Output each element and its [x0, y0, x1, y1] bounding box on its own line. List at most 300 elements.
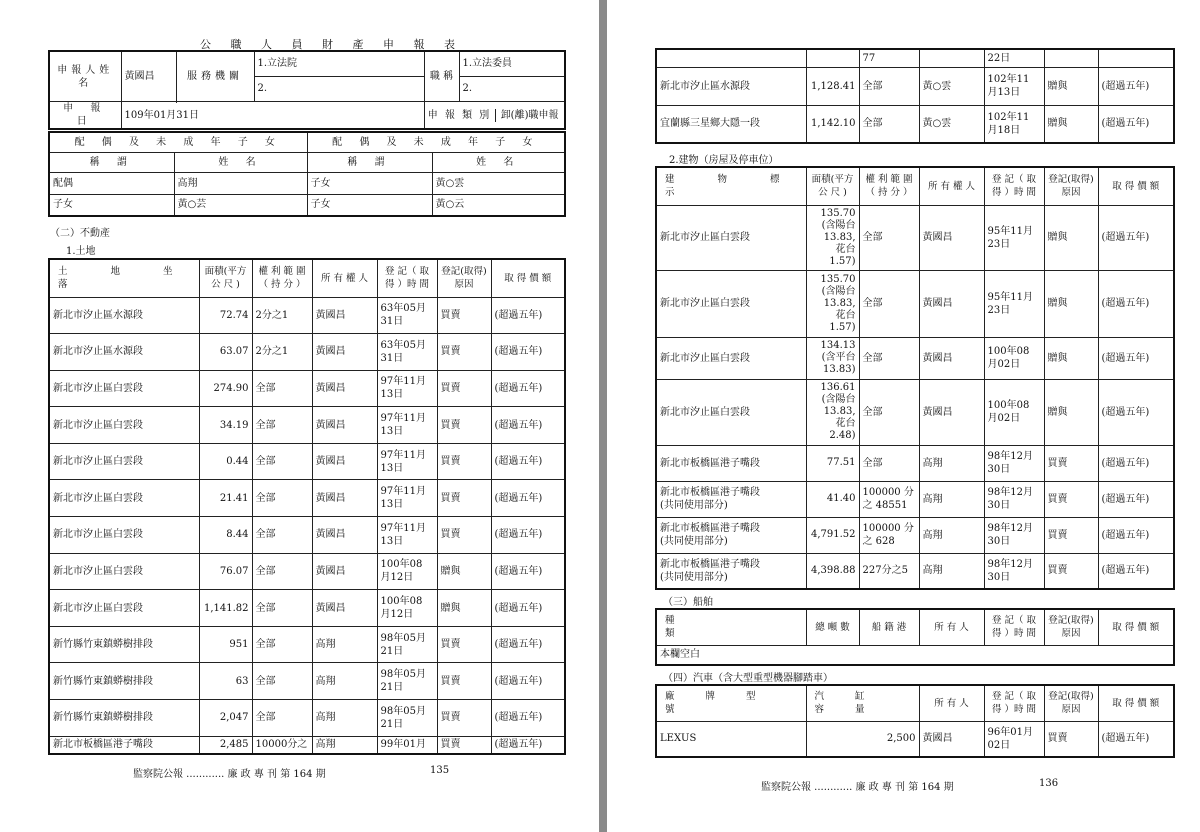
building-location: [656, 379, 806, 445]
land-location: 新北市板橋區港子嘴段: [49, 736, 199, 754]
ship-header-owner: 所 有 人: [919, 609, 984, 645]
reg-time-line: 97年11月: [380, 522, 426, 534]
land-row: [49, 553, 565, 590]
building-reason: 買賣: [1044, 553, 1098, 589]
building-area: [806, 205, 859, 270]
family-heading-right: 配 偶 及 未 成 年 子 女: [307, 132, 565, 152]
bld-header-area: 面積(平方公 尺 ): [806, 167, 859, 205]
reg-time-line: 02日: [987, 739, 1011, 751]
car-header-cc: 汽 缸 容 量: [806, 685, 919, 721]
land-owner: 黃國昌: [312, 553, 377, 590]
family-name: 黃○雲: [432, 172, 565, 194]
building-price: (超過五年): [1098, 553, 1174, 589]
cont-loc: [656, 49, 806, 67]
reg-time-cell: [984, 721, 1044, 757]
building-rights: 全部: [859, 445, 919, 481]
reg-time-line: 30日: [987, 536, 1011, 547]
land-price: (超過五年): [1098, 67, 1174, 105]
ship-header-tonnage: 總 噸 數: [806, 609, 859, 645]
land-area: 951: [199, 626, 252, 663]
building-location-line: 新北市汐止區白雲段: [660, 232, 750, 243]
section-realestate: （二）不動產: [50, 228, 110, 239]
land-price: (超過五年): [491, 553, 565, 590]
land-location: 新北市汐止區白雲段: [49, 370, 199, 407]
building-area-line: 花台: [835, 243, 856, 255]
reg-time-line: 13日: [380, 499, 404, 511]
reg-time-line: 21日: [380, 645, 404, 657]
building-area: [806, 270, 859, 337]
reg-time-cell: [377, 370, 437, 407]
land-rights: 全部: [859, 105, 919, 143]
land-owner: 高翔: [312, 626, 377, 663]
building-area-line: 135.70: [820, 273, 856, 285]
reg-time-line: 31日: [380, 316, 404, 328]
family-col-title-2: 稱 謂: [307, 152, 432, 172]
land-row: [656, 105, 1174, 143]
land-location: 新北市汐止區白雲段: [49, 553, 199, 590]
building-price: (超過五年): [1098, 379, 1174, 445]
reg-time-line: 100年08: [380, 596, 423, 608]
land-owner: 黃國昌: [312, 370, 377, 407]
car-owner: 黃國昌: [919, 721, 984, 757]
reg-time-line: 98年12月: [987, 487, 1033, 498]
ship-header-reason: 登記(取得)原因: [1044, 609, 1098, 645]
ship-header-port: 船 籍 港: [859, 609, 919, 645]
building-location-line: 新北市板橋區港子嘴段: [660, 487, 760, 498]
building-reason: 贈與: [1044, 379, 1098, 445]
land-owner: 高翔: [312, 736, 377, 754]
land-rights: 全部: [252, 407, 312, 444]
land-header-rights: 權 利 範 圍（ 持 分 ）: [252, 259, 312, 297]
building-rights: 227分之5: [859, 553, 919, 589]
building-owner: 高翔: [919, 445, 984, 481]
land-reason: 買賣: [437, 297, 491, 334]
family-table: [48, 131, 566, 217]
building-location-line: 新北市板橋區港子嘴段: [660, 523, 760, 534]
land-reason: 買賣: [437, 334, 491, 371]
car-table: [655, 684, 1175, 758]
land-price: (超過五年): [491, 626, 565, 663]
land-row: [49, 626, 565, 663]
building-price: (超過五年): [1098, 445, 1174, 481]
building-owner: 高翔: [919, 481, 984, 517]
land-owner: 黃國昌: [312, 297, 377, 334]
reg-time-line: 98年12月: [987, 523, 1033, 534]
reg-time-cell: [984, 379, 1044, 445]
land-owner: 黃國昌: [312, 443, 377, 480]
building-owner: 黃國昌: [919, 270, 984, 337]
reg-time-line: 13日: [380, 462, 404, 474]
page-number: 136: [1039, 778, 1059, 789]
building-area-line: 4,791.52: [810, 529, 856, 540]
land-price: (超過五年): [491, 443, 565, 480]
bld-header-price: 取 得 價 額: [1098, 167, 1174, 205]
land-rights: 全部: [252, 517, 312, 554]
building-location-line: 新北市板橋區港子嘴段: [660, 558, 760, 570]
reg-time-line: 30日: [987, 464, 1011, 475]
family-col-title: 稱 謂: [49, 152, 174, 172]
land-reason: 買賣: [437, 663, 491, 700]
reg-time-line: 30日: [987, 500, 1011, 511]
reg-time-line: 102年11: [987, 111, 1030, 123]
building-location: [656, 445, 806, 481]
building-area-line: (含陽台: [821, 219, 856, 231]
land-rights: 全部: [252, 700, 312, 737]
ship-header-kind: 種 類: [656, 609, 806, 645]
land-location: 新北市汐止區白雲段: [49, 480, 199, 517]
building-area-line: 13.83,: [823, 231, 856, 243]
footer-publication: 監察院公報 ............ 廉 政 專 刊 第 164 期: [761, 782, 954, 793]
date-label: 申 報 日: [49, 102, 121, 130]
reg-time-line: 97年11月: [380, 413, 426, 425]
building-location: [656, 337, 806, 379]
building-location: [656, 205, 806, 270]
building-row: [656, 553, 1174, 589]
building-area: [806, 517, 859, 553]
land-reason: 買賣: [437, 700, 491, 737]
building-rights: 全部: [859, 337, 919, 379]
job-title-label: 職 稱: [424, 51, 459, 102]
land-price: (超過五年): [1098, 105, 1174, 143]
land-reason: 買賣: [437, 370, 491, 407]
reg-time-cell: [377, 407, 437, 444]
reg-time-cell: [377, 480, 437, 517]
building-area-line: (含平台: [821, 352, 856, 363]
land-price: (超過五年): [491, 297, 565, 334]
land-owner: 黃○雲: [919, 105, 984, 143]
reg-time-line: 21日: [380, 718, 404, 730]
land-row: [49, 297, 565, 334]
land-owner: 高翔: [312, 700, 377, 737]
building-area-line: 13.83,: [823, 406, 856, 417]
reg-time-cell: [984, 445, 1044, 481]
land-price: (超過五年): [491, 736, 565, 754]
page-number: 135: [430, 765, 450, 776]
land-reason: 買賣: [437, 443, 491, 480]
building-location-note: (共同使用部分): [660, 571, 728, 583]
reg-time-line: 月02日: [987, 359, 1021, 370]
reg-time-cell: [377, 553, 437, 590]
land-header-location: 土 地 坐 落: [49, 259, 199, 297]
building-location-line: 新北市板橋區港子嘴段: [660, 457, 760, 469]
family-col-name: 姓 名: [174, 152, 307, 172]
building-area-line: 13.83): [822, 364, 856, 375]
building-reason: 贈與: [1044, 337, 1098, 379]
reg-time-line: 95年11月: [987, 291, 1033, 303]
car-brand: LEXUS: [656, 721, 806, 757]
land-owner: 高翔: [312, 663, 377, 700]
section-land: 1.土地: [66, 246, 96, 257]
building-price: (超過五年): [1098, 517, 1174, 553]
building-area: [806, 553, 859, 589]
cont-time: 22日: [984, 49, 1044, 67]
ship-header-price: 取 得 價 額: [1098, 609, 1174, 645]
land-rights: 全部: [252, 663, 312, 700]
land-rights: 全部: [252, 443, 312, 480]
reg-time-line: 31日: [380, 352, 404, 364]
car-header-reason: 登記(取得)原因: [1044, 685, 1098, 721]
land-rights: 全部: [859, 67, 919, 105]
land-reason: 買賣: [437, 626, 491, 663]
building-area: [806, 481, 859, 517]
land-owner: 黃國昌: [312, 590, 377, 627]
ship-table: [655, 608, 1175, 666]
car-reason: 買賣: [1044, 721, 1098, 757]
land-row: [49, 407, 565, 444]
land-area: 2,047: [199, 700, 252, 737]
building-location-line: 新北市汐止區白雲段: [660, 352, 750, 364]
building-reason: 贈與: [1044, 205, 1098, 270]
land-area: 274.90: [199, 370, 252, 407]
building-price: (超過五年): [1098, 337, 1174, 379]
building-row: [656, 337, 1174, 379]
type-value: 卸(離)職申報: [500, 109, 559, 121]
land-price: (超過五年): [491, 407, 565, 444]
reg-time-cell: [377, 443, 437, 480]
land-row: [49, 590, 565, 627]
land-location: 新北市汐止區白雲段: [49, 590, 199, 627]
land-area: 21.41: [199, 480, 252, 517]
building-area-line: 135.70: [820, 207, 856, 219]
building-area-line: 134.13: [820, 340, 856, 351]
building-area-line: 77.51: [826, 457, 856, 468]
job-title-value: [459, 51, 565, 102]
bld-header-location: 建 物 標 示: [656, 167, 806, 205]
reg-time-line: 98年05月: [380, 705, 426, 717]
building-owner: 黃國昌: [919, 205, 984, 270]
car-header-owner: 所 有 人: [919, 685, 984, 721]
land-area: 34.19: [199, 407, 252, 444]
family-title: 子女: [307, 172, 432, 194]
land-area: 2,485: [199, 736, 252, 754]
land-owner: 黃國昌: [312, 517, 377, 554]
footer-publication: 監察院公報 ............ 廉 政 專 刊 第 164 期: [133, 769, 326, 780]
reg-time-line: 23日: [987, 304, 1011, 316]
land-row: [49, 736, 565, 754]
land-header-price: 取 得 價 額: [491, 259, 565, 297]
bld-header-regtime: 登 記（ 取得 ）時 間: [984, 167, 1044, 205]
land-rights: 2分之1: [252, 334, 312, 371]
reg-time-line: 月18日: [987, 124, 1021, 136]
building-rights: 100000 分之 628: [859, 517, 919, 553]
building-area-line: 4,398.88: [810, 564, 856, 576]
building-area-line: 41.40: [826, 493, 856, 504]
reg-time-cell: [984, 553, 1044, 589]
reg-time-line: 102年11: [987, 74, 1030, 85]
reg-time-line: 97年11月: [380, 376, 426, 388]
land-rights: 2分之1: [252, 297, 312, 334]
building-row: [656, 481, 1174, 517]
section-building: 2.建物（房屋及停車位）: [669, 155, 779, 166]
reg-time-cell: [984, 517, 1044, 553]
section-ship: （三）船舶: [663, 597, 713, 608]
building-area-line: (含陽台: [821, 394, 856, 405]
building-reason: 贈與: [1044, 270, 1098, 337]
building-table: [655, 166, 1175, 590]
cont-price: [1098, 49, 1174, 67]
car-header-regtime: 登 記（ 取得 ）時 間: [984, 685, 1044, 721]
land-header-owner: 所 有 權 人: [312, 259, 377, 297]
family-col-name-2: 姓 名: [432, 152, 565, 172]
job-title-1: 1.立法委員: [460, 52, 565, 77]
building-owner: 高翔: [919, 517, 984, 553]
reg-time-line: 97年11月: [380, 449, 426, 461]
land-rights: 全部: [252, 590, 312, 627]
building-price: (超過五年): [1098, 270, 1174, 337]
car-row: [656, 721, 1174, 757]
building-reason: 買賣: [1044, 517, 1098, 553]
land-price: (超過五年): [491, 517, 565, 554]
reg-time-line: 30日: [987, 571, 1011, 583]
reg-time-line: 月02日: [987, 413, 1021, 424]
reg-time-line: 23日: [987, 238, 1011, 250]
building-row: [656, 517, 1174, 553]
building-location-note: (共同使用部分): [660, 536, 728, 547]
reg-time-line: 97年11月: [380, 486, 426, 498]
reg-time-cell: [377, 517, 437, 554]
building-area-line: 花台: [835, 418, 856, 429]
land-header-reason: 登記(取得)原因: [437, 259, 491, 297]
cont-owner: [919, 49, 984, 67]
land-location: 新北市汐止區白雲段: [49, 517, 199, 554]
land-area: 8.44: [199, 517, 252, 554]
building-price: (超過五年): [1098, 205, 1174, 270]
reg-time-cell: [377, 590, 437, 627]
land-table: [48, 258, 566, 755]
building-rights: 全部: [859, 270, 919, 337]
land-header-area: 面積(平方公 尺 ): [199, 259, 252, 297]
family-title: 配偶: [49, 172, 174, 194]
land-row: [49, 443, 565, 480]
land-area: 63: [199, 663, 252, 700]
building-location: [656, 270, 806, 337]
cont-reason: [1044, 49, 1098, 67]
land-location: 新北市汐止區白雲段: [49, 407, 199, 444]
building-area-line: 136.61: [820, 382, 856, 393]
land-location: 新北市汐止區白雲段: [49, 443, 199, 480]
ship-header-regtime: 登 記（ 取得 ）時 間: [984, 609, 1044, 645]
building-area-line: 花台: [835, 309, 856, 321]
land-rights: 全部: [252, 480, 312, 517]
family-name: 黃○芸: [174, 194, 307, 216]
land-area: 0.44: [199, 443, 252, 480]
land-location: 新竹縣竹東鎮蟒樹排段: [49, 663, 199, 700]
land-row: [49, 334, 565, 371]
date-value: 109年01月31日: [121, 102, 424, 130]
building-area: [806, 445, 859, 481]
section-car: （四）汽車（含大型重型機器腳踏車）: [663, 673, 833, 684]
type-label: 申 報 類 別: [425, 109, 496, 122]
land-price: (超過五年): [491, 663, 565, 700]
land-area: 63.07: [199, 334, 252, 371]
family-name: 黃○云: [432, 194, 565, 216]
reg-time-line: 63年05月: [380, 339, 426, 351]
land-area: 1,142.10: [806, 105, 859, 143]
land-reason: 買賣: [437, 736, 491, 754]
reg-time-cell: [984, 67, 1044, 105]
building-row: [656, 445, 1174, 481]
building-location-note: (共同使用部分): [660, 500, 728, 511]
reg-time-line: 98年12月: [987, 451, 1033, 462]
land-row: [656, 67, 1174, 105]
building-rights: 100000 分之 48551: [859, 481, 919, 517]
reg-time-cell: [377, 663, 437, 700]
reg-time-line: 月13日: [987, 87, 1021, 98]
building-location-line: 新北市汐止區白雲段: [660, 406, 750, 418]
land-reason: 贈與: [437, 590, 491, 627]
land-area: 76.07: [199, 553, 252, 590]
land-rights: 全部: [252, 626, 312, 663]
land-rights: 全部: [252, 370, 312, 407]
family-name: 高翔: [174, 172, 307, 194]
car-price: (超過五年): [1098, 721, 1174, 757]
land-reason: 買賣: [437, 517, 491, 554]
car-header-price: 取 得 價 額: [1098, 685, 1174, 721]
building-area-line: 2.48): [829, 430, 856, 441]
building-owner: 黃國昌: [919, 379, 984, 445]
land-regtime: 99年01月: [377, 736, 437, 754]
reg-time-line: 21日: [380, 682, 404, 694]
reg-time-cell: [984, 270, 1044, 337]
form-title: 公 職 人 員 財 產 申 報 表: [200, 38, 463, 51]
building-rights: 全部: [859, 205, 919, 270]
bld-header-reason: 登記(取得)原因: [1044, 167, 1098, 205]
building-rights: 全部: [859, 379, 919, 445]
building-row: [656, 205, 1174, 270]
page-136: [607, 0, 1200, 832]
type-cell: [424, 102, 565, 130]
land-rights: 全部: [252, 553, 312, 590]
land-owner: 黃國昌: [312, 480, 377, 517]
family-heading-left: 配 偶 及 未 成 年 子 女: [49, 132, 307, 152]
building-area: [806, 379, 859, 445]
reg-time-cell: [377, 700, 437, 737]
land-price: (超過五年): [491, 700, 565, 737]
building-row: [656, 379, 1174, 445]
reg-time-line: 63年05月: [380, 303, 426, 315]
land-price: (超過五年): [491, 480, 565, 517]
bld-header-rights: 權 利 範 圍（ 持 分 ）: [859, 167, 919, 205]
building-location: [656, 553, 806, 589]
car-header-brand: 廠 牌 型 號: [656, 685, 806, 721]
reg-time-cell: [377, 334, 437, 371]
reg-time-line: 100年08: [987, 346, 1030, 357]
land-reason: 贈與: [437, 553, 491, 590]
land-header-regtime: 登 記（ 取得 ）時 間: [377, 259, 437, 297]
family-title: 子女: [307, 194, 432, 216]
family-title: 子女: [49, 194, 174, 216]
reg-time-cell: [984, 205, 1044, 270]
land-owner: 黃○雲: [919, 67, 984, 105]
land-location: 新北市汐止區水源段: [49, 334, 199, 371]
land-owner: 黃國昌: [312, 407, 377, 444]
agency-label: 服務機關: [176, 51, 254, 102]
land-reason: 買賣: [437, 480, 491, 517]
reg-time-line: 95年11月: [987, 225, 1033, 237]
agency-value: [254, 51, 424, 102]
land-reason: 贈與: [1044, 105, 1098, 143]
bld-header-owner: 所 有 權 人: [919, 167, 984, 205]
reg-time-line: 13日: [380, 426, 404, 438]
job-title-2: 2.: [462, 83, 473, 94]
building-owner: 高翔: [919, 553, 984, 589]
reg-time-line: 98年05月: [380, 669, 426, 681]
building-area: [806, 337, 859, 379]
page-135: [0, 0, 599, 832]
building-area-line: 13.83,: [823, 297, 856, 309]
reg-time-line: 月12日: [380, 609, 414, 621]
land-row: [49, 700, 565, 737]
